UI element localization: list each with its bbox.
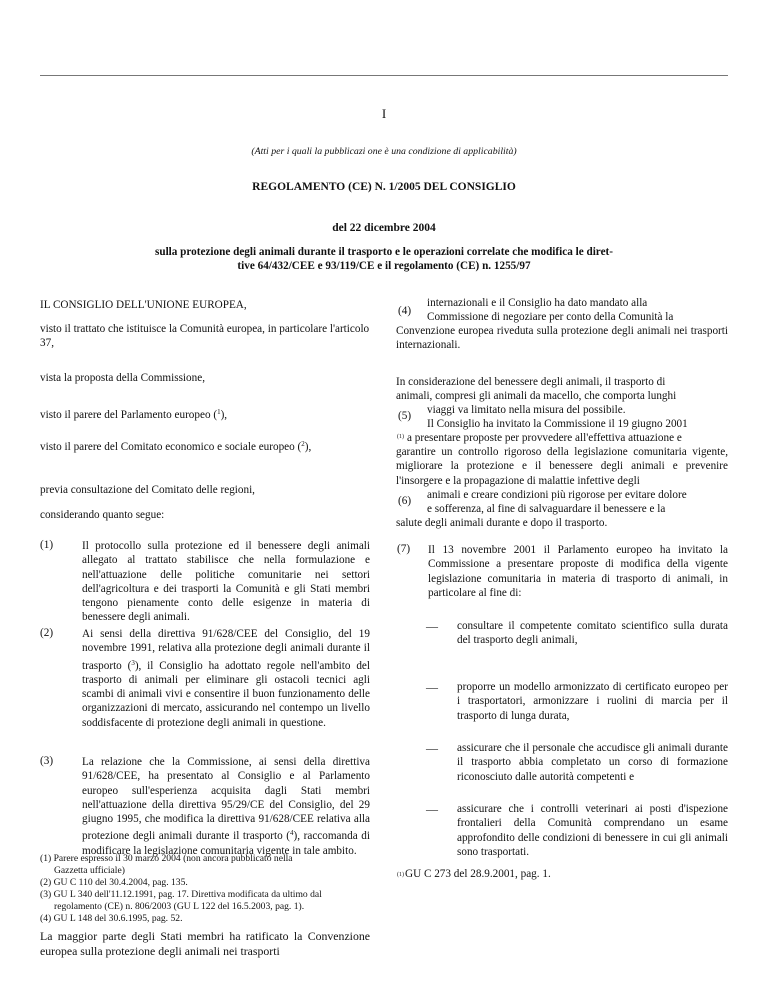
- footnote-ref-3: 3: [131, 658, 135, 667]
- recital-7-text: Il 13 novembre 2001 il Parlamento europeo ha invitato la Commissione a presentare proposte di modifica della vigente legislazione comunitaria in materia di trasporto di animali, in particolare al fine di:: [428, 544, 728, 599]
- footnote-ref-1: 1: [217, 408, 221, 416]
- series-label: I: [381, 106, 387, 121]
- right-footnote-ref: (1): [397, 872, 404, 878]
- list-item-4: assicurare che i controlli veterinari ai posti d'ispezione frontalieri della Comunità comprendano un esame approfondito delle condizioni di benessere in cui gli animali sono trasportati.: [457, 803, 728, 858]
- footnote-2: (2) GU C 110 del 30.4.2004, pag. 135.: [40, 877, 188, 888]
- recital-2: [82, 627, 370, 730]
- subject-line-2: tive 64/432/CEE e 93/119/CE e il regolamento (CE) n. 1255/97: [237, 260, 531, 272]
- dash-2: —: [426, 680, 438, 694]
- recital-3-text-a: La relazione che la Commissione, ai sensi della direttiva 91/628/CEE, ha presentato al Consiglio e al Parlamento europeo sull'esperienza acquisita dagli Stati membri nell'attuazione della direttiva 95/29/CE del Consiglio, del 29 giugno 1995, che modifica la direttiva 91/628/CEE relativa alla protezione degli animali durante il trasporto (: [82, 756, 370, 843]
- recital-5-line-2: animali, compresi gli animali da macello, che comporta lunghi: [396, 390, 677, 402]
- recital-5-line-5: a presentare proposte per provvedere all'effettiva attuazione e: [407, 432, 682, 444]
- regulation-subject: [40, 245, 728, 273]
- parere-parlamento-end: ),: [220, 409, 228, 421]
- recital-5-mini-ref: (1): [397, 434, 404, 440]
- recital-6-line-a: animali e creare condizioni più rigorose per evitare dolore: [427, 489, 687, 501]
- recital-6-number: (6): [398, 495, 412, 507]
- considerando: considerando quanto segue:: [40, 509, 165, 521]
- dash-3: —: [426, 741, 438, 755]
- recital-2-text-a: Ai sensi della direttiva 91/628/CEE del Consiglio, del 19 novembre 1991, relativa alla protezione degli animali durante il trasporto (: [82, 628, 370, 672]
- proposta-commissione: vista la proposta della Commissione,: [40, 372, 205, 384]
- visto-trattato: visto il trattato che istituisce la Comunità europea, in particolare l'articolo 37,: [40, 323, 370, 350]
- council-heading: IL CONSIGLIO DELL'UNIONE EUROPEA,: [40, 299, 247, 311]
- parere-parlamento: [40, 405, 370, 422]
- recital-4-line-1: internazionali e il Consiglio ha dato mandato alla: [427, 297, 648, 309]
- footnote-3a: (3) GU L 340 dell'11.12.1991, pag. 17. Direttiva modificata da ultimo dal: [40, 889, 322, 900]
- footnote-1a: (1) Parere espresso il 30 marzo 2004 (non ancora pubblicato nella: [40, 853, 293, 864]
- recital-5-line-4: Il Consiglio ha invitato la Commissione il 19 giugno 2001: [427, 418, 688, 430]
- recital-2-text-b: ), il Consiglio ha adottato regole nell'ambito del trasporto di animali per eliminare gli ostacoli tecnici agli scambi di animali vivi e consentire il buon funzionamento delle organizzazioni di mercato, assicurando nel contempo un livello soddisfacente di protezione degli animali in questione.: [82, 659, 370, 729]
- parere-comitato: [40, 437, 370, 454]
- footnotes: [40, 853, 370, 925]
- recital-6-line-b: e sofferenza, al fine di salvaguardare il benessere e la: [427, 503, 666, 515]
- recital-2-number: (2): [40, 627, 54, 639]
- recital-5-line-1: In considerazione del benessere degli animali, il trasporto di: [396, 376, 666, 388]
- footnote-ref-2: 2: [301, 440, 305, 448]
- regulation-title: REGOLAMENTO (CE) N. 1/2005 DEL CONSIGLIO: [252, 181, 516, 193]
- recital-5-line-3: viaggi va limitato nella misura del possibile.: [427, 404, 626, 416]
- left-continuation: La maggior parte degli Stati membri ha ratificato la Convenzione europea sulla protezione degli animali nei trasporti: [40, 929, 370, 958]
- dash-1: —: [426, 619, 438, 633]
- recital-3-text-b: ), raccomanda di modificare la legislazione comunitaria vigente in tale ambito.: [82, 830, 370, 857]
- top-rule: [40, 75, 728, 76]
- recital-4-number: (4): [398, 305, 412, 317]
- recital-5-number: (5): [398, 410, 412, 422]
- recital-4-line-2: Commissione di negoziare per conto della Comunità la: [427, 311, 674, 323]
- parere-parlamento-text: visto il parere del Parlamento europeo (: [40, 409, 218, 421]
- recital-7-number: (7): [397, 543, 411, 555]
- subject-line-1: sulla protezione degli animali durante il trasporto e le operazioni correlate che modifica le diret-: [155, 246, 613, 258]
- consultazione-regioni: previa consultazione del Comitato delle regioni,: [40, 484, 255, 496]
- right-footnote: GU C 273 del 28.9.2001, pag. 1.: [405, 868, 551, 880]
- parere-comitato-text: visto il parere del Comitato economico e sociale europeo (: [40, 441, 302, 453]
- recital-7: [404, 543, 728, 600]
- list-item-1: consultare il competente comitato scientifico sulla durata del trasporto degli animali,: [457, 620, 728, 647]
- recital-4-rest: Convenzione europea riveduta sulla protezione degli animali nei trasporti internazionali.: [396, 325, 728, 352]
- list-item-3: assicurare che il personale che accudisce gli animali durante il trasporto abbia completato un corso di formazione riconosciuto dalle autorità competenti e: [457, 742, 728, 783]
- recital-1: Il protocollo sulla protezione ed il benessere degli animali allegato al trattato stabilisce che nella formulazione e nell'attuazione delle politiche comunitarie nei settori dell'agricoltura e dei trasporti la Comunità e gli Stati membri tengono pienamente conto delle esigenze in materia di benessere degli animali.: [82, 540, 370, 624]
- footnote-3b: regolamento (CE) n. 806/2003 (GU L 122 del 16.5.2003, pag. 1).: [54, 901, 305, 912]
- footnote-ref-4: 4: [290, 829, 294, 838]
- recital-3-number: (3): [40, 755, 54, 767]
- dash-4: —: [426, 802, 438, 816]
- recital-1-number: (1): [40, 539, 54, 551]
- list-item-2: proporre un modello armonizzato di certificato europeo per i trasportatori, armonizzare i ruolini di marcia per il trasporto di lunga durata,: [457, 681, 728, 722]
- recital-6-last: salute degli animali durante e dopo il trasporto.: [396, 517, 608, 529]
- footnote-1b: Gazzetta ufficiale): [54, 865, 125, 876]
- regulation-date: del 22 dicembre 2004: [332, 222, 436, 234]
- series-subtitle: (Atti per i quali la pubblicazi one è una condizione di applicabilità): [251, 146, 517, 157]
- recital-3: [82, 755, 370, 858]
- footnote-4: (4) GU L 148 del 30.6.1995, pag. 52.: [40, 913, 183, 924]
- recital-5-rest: garantire un controllo rigoroso della legislazione comunitaria vigente, migliorare la protezione e il benessere degli animali e prevenire l'insorgere e la propagazione di malattie infettive degli: [396, 446, 728, 487]
- parere-comitato-end: ),: [304, 441, 312, 453]
